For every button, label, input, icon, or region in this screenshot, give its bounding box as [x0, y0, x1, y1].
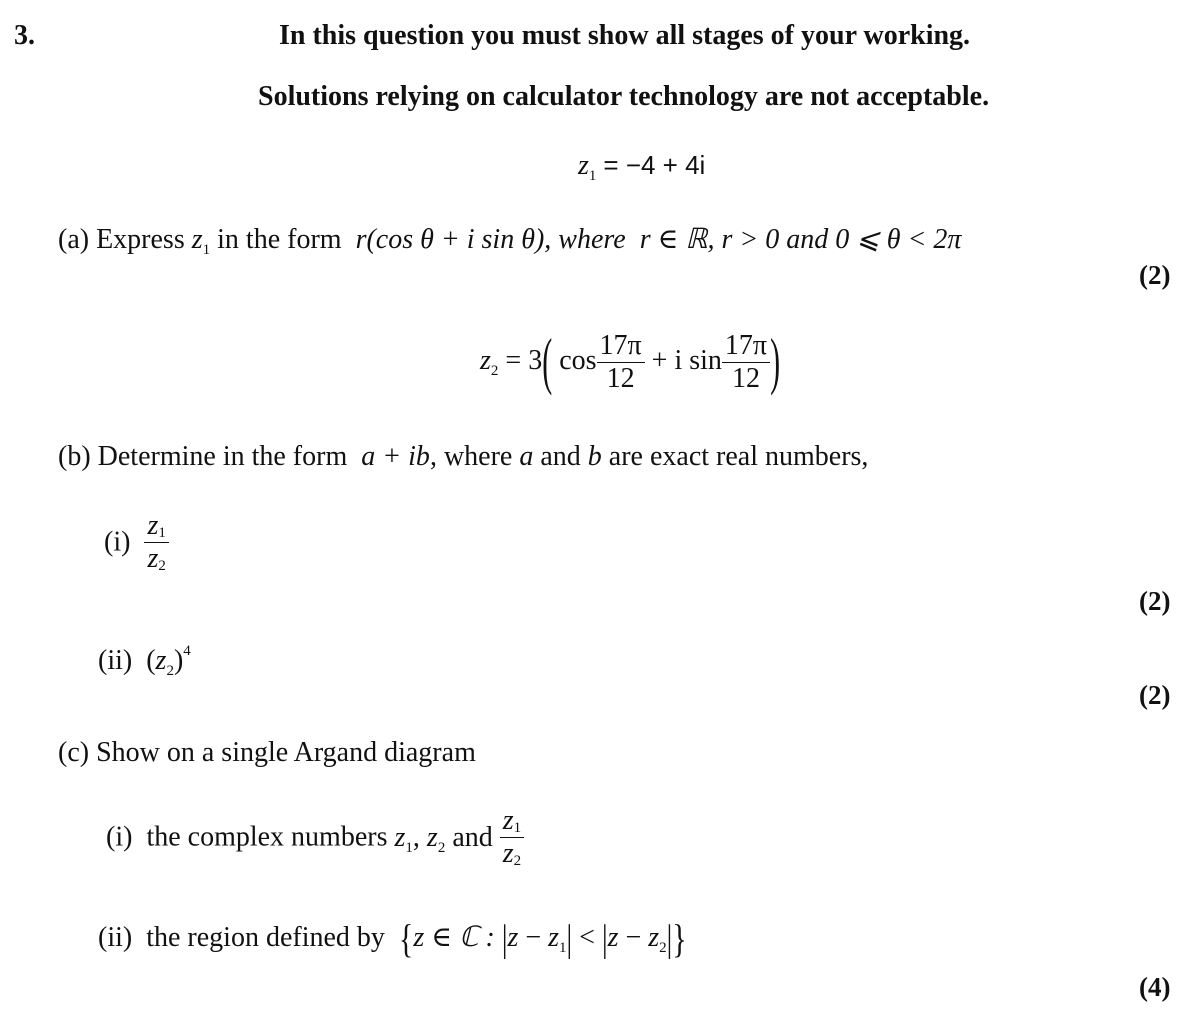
part-b-ii-marks: (2) [1139, 680, 1171, 710]
instruction-line-2: Solutions relying on calculator technology are not acceptable. [258, 81, 990, 112]
part-c-ii: (ii) the region defined by {z ∈ ℂ : $|z - z_1| < |z - z_2|$} [98, 916, 687, 962]
part-c-marks: (4) [1139, 972, 1171, 1002]
fraction-z1-over-z2-b: $\frac{z1}{z2}$ [144, 510, 168, 575]
part-c-i: (i) the complex numbers $z_1$, $z_2$ and $\frac{z1}{z2}$ [106, 805, 524, 870]
question-number: 3. [14, 20, 35, 51]
part-a-text: (a) Express $z_1$ in the form r(cos θ + i sin θ), where r ∈ ℝ, r > 0 and 0 ⩽ θ < 2π [58, 224, 962, 258]
part-b-i-marks: (2) [1139, 586, 1171, 616]
part-b-text: (b) Determine in the form a + ib, where a and b are exact real numbers, [58, 441, 869, 472]
fraction-17pi-12-b: $\frac{17\pi}{12}$ [722, 330, 770, 395]
part-b-ii: (ii) $(z_2)^4$ [98, 643, 191, 679]
z1-definition: $z_1 = -4 + 4i$ [578, 150, 706, 184]
part-a-marks: (2) [1139, 260, 1171, 290]
part-c-text: (c) Show on a single Argand diagram [58, 737, 476, 768]
part-b-i: (i) $\frac{z1}{z2}$ [104, 510, 169, 575]
fraction-17pi-12-a: $\frac{17\pi}{12}$ [597, 330, 645, 395]
fraction-z1-over-z2-c: $\frac{z1}{z2}$ [500, 805, 524, 870]
z2-definition: $z_2 = 3$( cos $\frac{17\pi}{12}$ + i sin $\frac{17\pi}{12}$ ) [480, 326, 781, 397]
instruction-line-1: In this question you must show all stages of your working. [279, 20, 971, 51]
